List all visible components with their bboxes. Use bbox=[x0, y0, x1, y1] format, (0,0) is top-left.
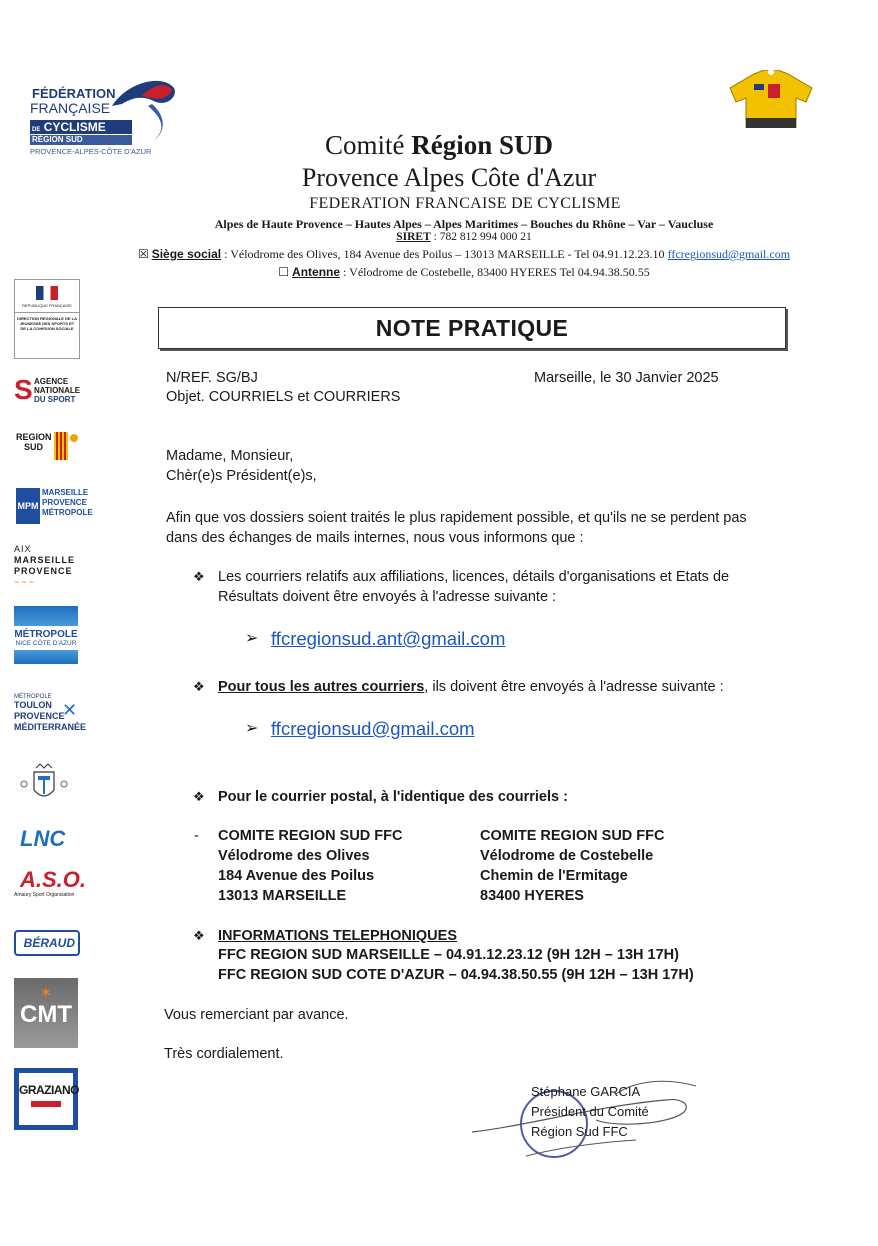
aix-marseille-provence-logo: AIX MARSEILLE PROVENCE ~~~ bbox=[14, 544, 80, 590]
siret-value: : 782 812 994 000 21 bbox=[433, 231, 532, 243]
closing-line: Très cordialement. bbox=[164, 1046, 284, 1062]
phone-title: INFORMATIONS TELEPHONIQUES bbox=[218, 928, 457, 944]
logo-line3: DE CYCLISME bbox=[30, 120, 132, 134]
logo-line4: RÉGION SUD bbox=[30, 135, 132, 145]
committee-title-bold: Région SUD bbox=[411, 130, 553, 160]
object-line: Objet. COURRIELS et COURRIERS bbox=[166, 389, 401, 405]
siege-text: : Vélodrome des Olives, 184 Avenue des Poilus – 13013 MARSEILLE - Tel 04.91.12.23.10 bbox=[224, 247, 665, 261]
address-right-line: COMITE REGION SUD FFC bbox=[480, 828, 665, 844]
siege-email-link[interactable]: ffcregionsud@gmail.com bbox=[667, 247, 791, 261]
siege-label: Siège social bbox=[151, 247, 222, 261]
address-left-line: Vélodrome des Olives bbox=[218, 848, 370, 864]
toulon-provence-mediterranee-logo: MÉTROPOLE TOULON PROVENCE MÉDITERRANÉE ✕ bbox=[14, 694, 87, 732]
email-link-main[interactable]: ffcregionsud@gmail.com bbox=[271, 718, 475, 739]
checked-box-icon: ☒ bbox=[137, 247, 149, 261]
region-subtitle: Provence Alpes Côte d'Azur bbox=[301, 163, 597, 192]
jersey-icon bbox=[726, 70, 816, 128]
address-left-line: 184 Avenue des Poilus bbox=[218, 868, 375, 884]
siege-line bbox=[0, 247, 878, 262]
note-title-box: NOTE PRATIQUE bbox=[158, 307, 786, 349]
email-link-ant[interactable]: ffcregionsud.ant@gmail.com bbox=[271, 628, 506, 649]
graziano-logo: GRAZIANO bbox=[14, 1068, 78, 1130]
logo-line1: FÉDÉRATION bbox=[32, 86, 116, 101]
signature-title2: Région Sud FFC bbox=[531, 1124, 628, 1139]
cmt-logo: ✶ CMT bbox=[14, 978, 78, 1048]
address-right-line: 83400 HYERES bbox=[480, 888, 584, 904]
bullet2-rest: , ils doivent être envoyés à l'adresse suivante : bbox=[424, 679, 724, 695]
arrow-icon: ➢ bbox=[245, 630, 259, 647]
bullet-diamond-icon: ❖ bbox=[193, 569, 205, 584]
address-right-line: Vélodrome de Costebelle bbox=[480, 848, 654, 864]
committee-title: Comité Région SUD bbox=[324, 130, 553, 160]
intro-line1: Afin que vos dossiers soient traités le plus rapidement possible, et qu'ils ne se perdent pas bbox=[166, 510, 747, 526]
federation-name: FEDERATION FRANCAISE DE CYCLISME bbox=[309, 195, 621, 212]
republique-francaise-logo: RÉPUBLIQUE FRANÇAISE DIRECTION REGIONALE DE LA JEUNESSE DES SPORTS ET DE LA COHESION SOCIALE bbox=[14, 279, 80, 359]
intro-line2: dans des échanges de mails internes, nous vous informons que : bbox=[166, 530, 584, 546]
lnc-logo: LNC bbox=[20, 826, 66, 851]
address-left-line: 13013 MARSEILLE bbox=[218, 888, 347, 904]
ans-s-icon: S bbox=[14, 374, 33, 405]
bullet1-line1: Les courriers relatifs aux affiliations, licences, détails d'organisations et Etats de bbox=[218, 569, 730, 585]
arrow-icon: ➢ bbox=[245, 720, 259, 737]
antenne-line bbox=[0, 265, 878, 280]
agence-nationale-sport-logo: S AGENCE NATIONALE DU SPORT bbox=[14, 374, 81, 405]
address-dash: - bbox=[194, 828, 199, 844]
bullet3-line: Pour le courrier postal, à l'identique des courriels : bbox=[218, 789, 568, 805]
reference: N/REF. SG/BJ bbox=[166, 370, 258, 386]
departments-line: Alpes de Haute Provence – Hautes Alpes – Alpes Maritimes – Bouches du Rhône – Var – Vaucluse bbox=[214, 217, 714, 231]
bullet-diamond-icon: ❖ bbox=[193, 679, 205, 694]
bullet-diamond-icon: ❖ bbox=[193, 789, 205, 804]
signature-name: Stéphane GARCIA bbox=[531, 1084, 641, 1099]
aso-logo: A.S.O. Amaury Sport Organisation bbox=[14, 867, 87, 898]
greeting-line1: Madame, Monsieur, bbox=[166, 448, 294, 464]
greeting-line2: Chèr(e)s Président(e)s, bbox=[166, 468, 317, 484]
antenne-text: : Vélodrome de Costebelle, 83400 HYERES Tel 04.94.38.50.55 bbox=[343, 265, 650, 279]
antenne-label: Antenne bbox=[292, 265, 341, 279]
logo-line2: FRANÇAISE bbox=[30, 100, 111, 116]
phone-marseille: FFC REGION SUD MARSEILLE – 04.91.12.23.12 (9H 12H – 13H 17H) bbox=[218, 947, 679, 963]
logo-line3-prefix: DE bbox=[32, 127, 41, 133]
siret-line bbox=[0, 231, 878, 243]
marseille-provence-metropole-logo: MPM MARSEILLE PROVENCE MÉTROPOLE bbox=[14, 484, 80, 526]
metropole-nice-logo: MÉTROPOLE NICE CÔTE D'AZUR bbox=[14, 606, 78, 670]
star-icon: ✕ bbox=[62, 700, 78, 720]
bullet1-line2: Résultats doivent être envoyés à l'adresse suivante : bbox=[218, 589, 557, 605]
waves-icon: ~~~ bbox=[14, 577, 36, 587]
cmt-emblem-icon: ✶ bbox=[39, 985, 53, 1002]
city-coat-of-arms-logo bbox=[18, 762, 70, 806]
unchecked-box-icon: ☐ bbox=[278, 265, 290, 279]
siret-label: SIRET bbox=[396, 231, 431, 243]
bullet2-line bbox=[218, 679, 724, 695]
date-line: Marseille, le 30 Janvier 2025 bbox=[534, 370, 719, 386]
cycles-beraud-logo: BÉRAUD bbox=[14, 930, 80, 956]
address-right-line: Chemin de l'Ermitage bbox=[480, 868, 628, 884]
region-sud-logo: REGION SUD bbox=[14, 430, 80, 466]
phone-cote-azur: FFC REGION SUD COTE D'AZUR – 04.94.38.50.55 (9H 12H – 13H 17H) bbox=[218, 967, 694, 983]
bullet2-bold: Pour tous les autres courriers bbox=[218, 679, 425, 695]
logo-line5: PROVENCE-ALPES-CÔTE D'AZUR bbox=[30, 147, 152, 156]
sun-icon bbox=[70, 434, 78, 442]
mountain-wave-icon bbox=[14, 606, 78, 626]
coat-of-arms-icon bbox=[18, 762, 70, 806]
address-left-line: COMITE REGION SUD FFC bbox=[218, 828, 403, 844]
thanks-line: Vous remerciant par avance. bbox=[164, 1007, 349, 1023]
region-flag-icon bbox=[54, 432, 68, 460]
bullet-diamond-icon: ❖ bbox=[193, 928, 205, 943]
signature-title1: Président du Comité bbox=[531, 1104, 649, 1119]
